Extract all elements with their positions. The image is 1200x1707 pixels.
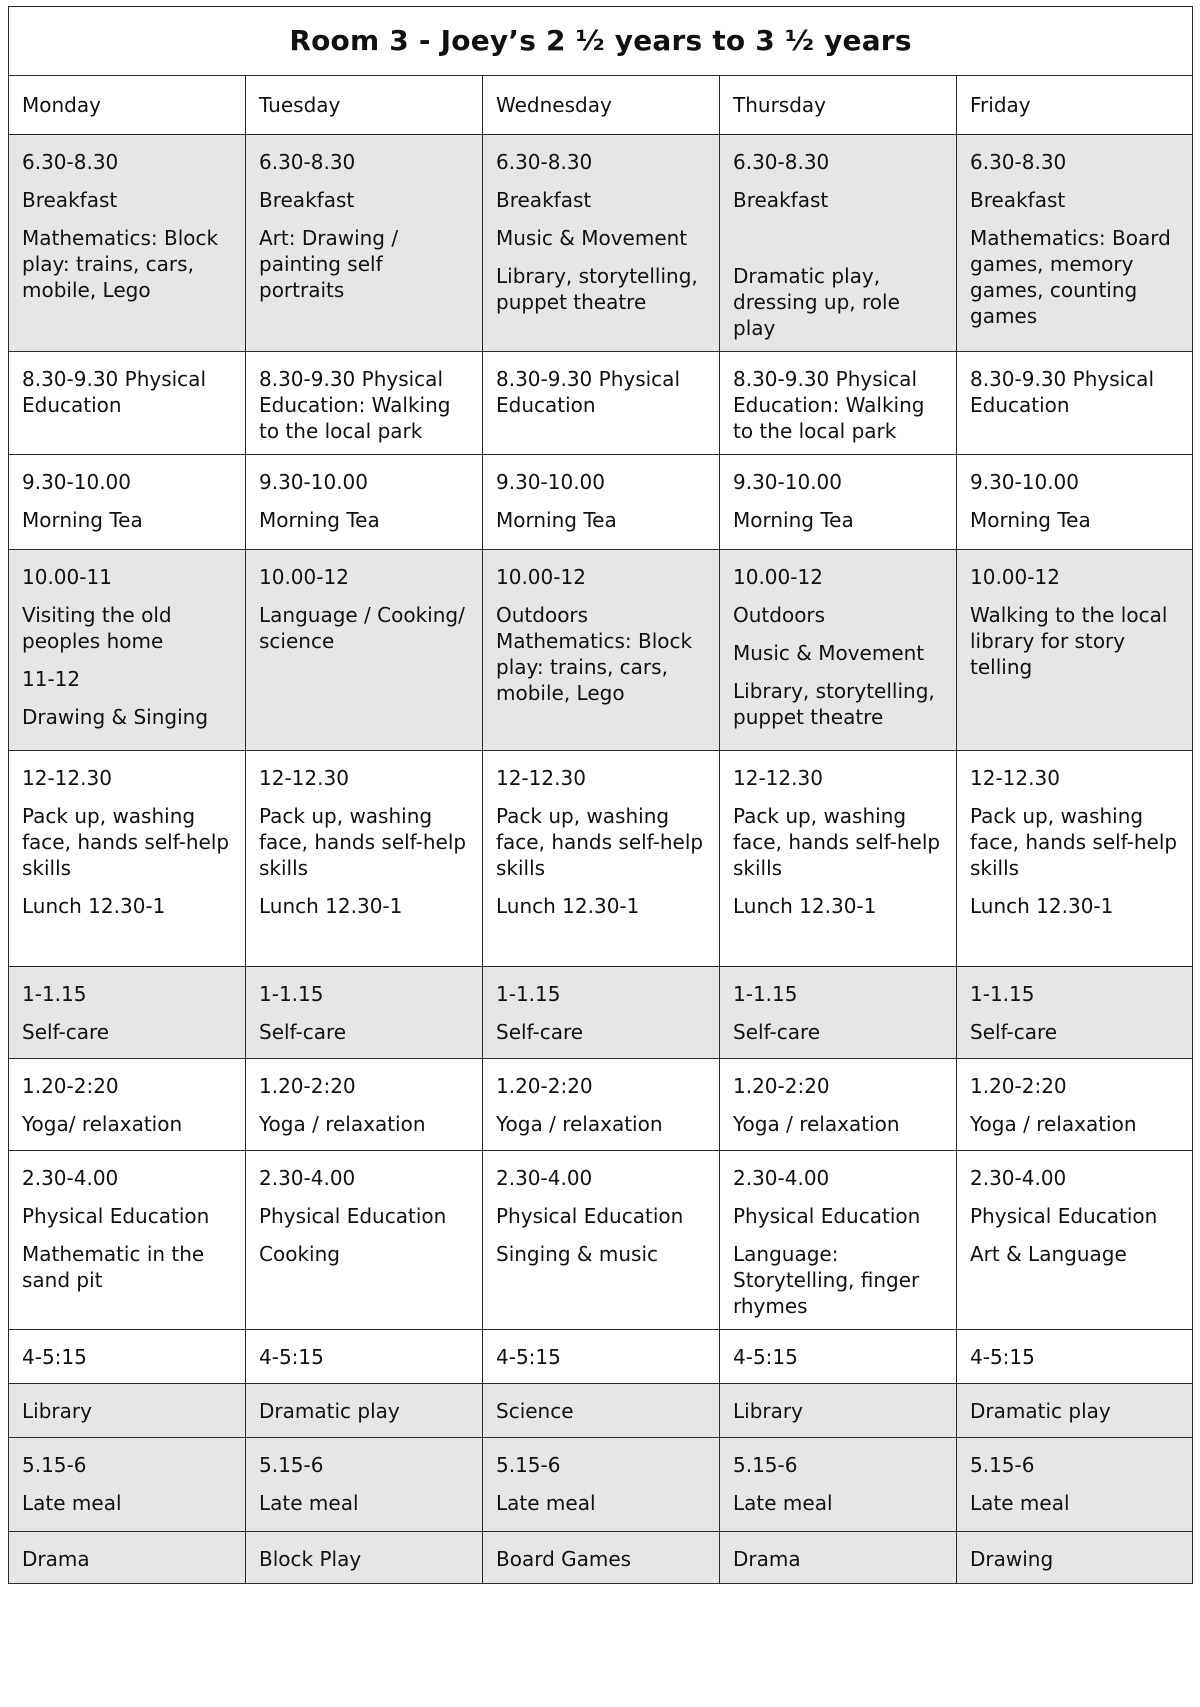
cell-line-time-or-activity: 12-12.30 [259, 766, 349, 790]
row-mid-morning [9, 550, 1193, 751]
cell-line-time-or-activity: 2.30-4.00 [733, 1166, 830, 1190]
cell-thursday [720, 1151, 957, 1330]
cell-line-activity: Yoga/ relaxation [22, 1112, 183, 1136]
cell-friday [957, 455, 1193, 550]
cell-line-activity: Breakfast [496, 188, 592, 212]
cell-line-activity: Lunch 12.30-1 [733, 894, 877, 918]
row-yoga [9, 1059, 1193, 1151]
cell-line-time-or-activity: 9.30-10.00 [970, 470, 1080, 494]
cell-friday [957, 1532, 1193, 1584]
cell-wednesday [483, 1384, 720, 1438]
cell-line-activity: Late meal [733, 1491, 833, 1515]
cell-line-activity: Pack up, washing face, hands self-help skills [733, 804, 941, 880]
day-header-monday: Monday [9, 76, 246, 135]
cell-line-time-or-activity: 9.30-10.00 [259, 470, 369, 494]
cell-thursday [720, 455, 957, 550]
cell-line-time-or-activity: 10.00-12 [496, 565, 586, 589]
cell-line-activity: Physical Education [496, 1204, 684, 1228]
row-evening-activity [9, 1532, 1193, 1584]
cell-line-activity: Physical Education [22, 1204, 210, 1228]
cell-monday [9, 352, 246, 455]
cell-line-time-or-activity: 2.30-4.00 [970, 1166, 1067, 1190]
cell-line-activity: Music & Movement [733, 641, 925, 665]
schedule-title: Room 3 - Joey’s 2 ½ years to 3 ½ years [9, 7, 1193, 76]
cell-friday [957, 1059, 1193, 1151]
cell-line-time-or-activity: 5.15-6 [22, 1453, 87, 1477]
cell-friday [957, 1438, 1193, 1532]
cell-line-time-or-activity: 10.00-12 [259, 565, 349, 589]
cell-wednesday [483, 1330, 720, 1384]
cell-wednesday [483, 550, 720, 751]
cell-line-activity: Morning Tea [733, 508, 854, 532]
cell-line-time-or-activity: 1-1.15 [259, 982, 324, 1006]
cell-friday [957, 1384, 1193, 1438]
cell-line-activity: Self-care [970, 1020, 1058, 1044]
cell-line-time-or-activity: 1-1.15 [733, 982, 798, 1006]
day-header-wednesday: Wednesday [483, 76, 720, 135]
cell-line-activity: Drawing & Singing [22, 705, 209, 729]
cell-tuesday [246, 751, 483, 967]
cell-monday [9, 550, 246, 751]
cell-line-time-or-activity: 9.30-10.00 [22, 470, 132, 494]
cell-line-activity: Mathematics: Block play: trains, cars, mobile, Lego [22, 226, 219, 302]
cell-friday [957, 1330, 1193, 1384]
cell-line-time-or-activity: 2.30-4.00 [259, 1166, 356, 1190]
cell-line-time-or-activity: 9.30-10.00 [733, 470, 843, 494]
cell-friday [957, 550, 1193, 751]
cell-line-activity: Cooking [259, 1242, 340, 1266]
cell-line-time-or-activity: 6.30-8.30 [970, 150, 1067, 174]
cell-line-time-or-activity: 8.30-9.30 Physical Education [496, 367, 680, 417]
cell-line-time-or-activity: 12-12.30 [496, 766, 586, 790]
cell-line-time-or-activity: 6.30-8.30 [259, 150, 356, 174]
cell-line-activity: Pack up, washing face, hands self-help skills [970, 804, 1178, 880]
cell-line-time-or-activity: Block Play [259, 1547, 362, 1571]
cell-line-time-or-activity: 2.30-4.00 [22, 1166, 119, 1190]
cell-line-time-or-activity: 1-1.15 [22, 982, 87, 1006]
cell-line-time-or-activity: 1.20-2:20 [22, 1074, 119, 1098]
cell-line-activity: Self-care [733, 1020, 821, 1044]
cell-line-time-or-activity: 4-5:15 [496, 1345, 561, 1369]
blank-line [733, 225, 946, 251]
cell-line-time-or-activity: Library [22, 1399, 92, 1423]
cell-line-activity: Morning Tea [22, 508, 143, 532]
cell-line-activity: Lunch 12.30-1 [22, 894, 166, 918]
cell-line-time-or-activity: 12-12.30 [733, 766, 823, 790]
cell-tuesday [246, 1384, 483, 1438]
cell-line-activity: Morning Tea [496, 508, 617, 532]
cell-line-activity: Library, storytelling, puppet theatre [733, 679, 935, 729]
cell-line-time-or-activity: 1-1.15 [496, 982, 561, 1006]
row-morning-tea [9, 455, 1193, 550]
cell-line-time-or-activity: 10.00-12 [733, 565, 823, 589]
cell-monday [9, 455, 246, 550]
cell-line-activity: Library, storytelling, puppet theatre [496, 264, 698, 314]
cell-line-time-or-activity: 8.30-9.30 Physical Education: Walking to the local park [733, 367, 925, 443]
cell-thursday [720, 1059, 957, 1151]
cell-wednesday [483, 1438, 720, 1532]
cell-wednesday [483, 135, 720, 352]
cell-line-activity: Yoga / relaxation [970, 1112, 1137, 1136]
cell-line-activity: Walking to the local library for story telling [970, 603, 1168, 679]
cell-friday [957, 1151, 1193, 1330]
cell-line-time-or-activity: 10.00-11 [22, 565, 112, 589]
cell-monday [9, 1384, 246, 1438]
cell-tuesday [246, 135, 483, 352]
cell-line-time-or-activity: 5.15-6 [733, 1453, 798, 1477]
cell-wednesday [483, 751, 720, 967]
cell-line-time-or-activity: 4-5:15 [259, 1345, 324, 1369]
cell-line-activity: Language / Cooking/ science [259, 603, 465, 653]
cell-line-time-or-activity: Board Games [496, 1547, 632, 1571]
cell-line-activity: Lunch 12.30-1 [970, 894, 1114, 918]
cell-tuesday [246, 1059, 483, 1151]
title-row [9, 7, 1193, 76]
cell-monday [9, 751, 246, 967]
cell-line-time-or-activity: 8.30-9.30 Physical Education: Walking to the local park [259, 367, 451, 443]
cell-line-activity: Physical Education [970, 1204, 1158, 1228]
cell-line-activity: Pack up, washing face, hands self-help skills [22, 804, 230, 880]
cell-line-activity: Yoga / relaxation [733, 1112, 900, 1136]
cell-line-time-or-activity: 8.30-9.30 Physical Education [970, 367, 1154, 417]
cell-line-activity: Lunch 12.30-1 [259, 894, 403, 918]
cell-wednesday [483, 1532, 720, 1584]
cell-wednesday [483, 455, 720, 550]
day-header-tuesday: Tuesday [246, 76, 483, 135]
cell-line-time-or-activity: Drama [733, 1547, 801, 1571]
cell-line-activity: Outdoors Mathematics: Block play: trains, cars, mobile, Lego [496, 603, 693, 705]
cell-line-activity: Mathematic in the sand pit [22, 1242, 205, 1292]
cell-monday [9, 1330, 246, 1384]
cell-line-time-or-activity: 4-5:15 [733, 1345, 798, 1369]
cell-thursday [720, 1438, 957, 1532]
row-early-breakfast [9, 135, 1193, 352]
cell-line-activity: Breakfast [22, 188, 118, 212]
cell-line-time-or-activity: 1.20-2:20 [496, 1074, 593, 1098]
row-afternoon [9, 1151, 1193, 1330]
day-header-row [9, 76, 1193, 135]
cell-line-time-or-activity: 4-5:15 [970, 1345, 1035, 1369]
cell-tuesday [246, 967, 483, 1059]
cell-friday [957, 751, 1193, 967]
cell-friday [957, 135, 1193, 352]
cell-line-activity: Physical Education [259, 1204, 447, 1228]
cell-line-time-or-activity: 1.20-2:20 [259, 1074, 356, 1098]
cell-line-activity: Visiting the old peoples home [22, 603, 172, 653]
cell-line-activity: Morning Tea [970, 508, 1091, 532]
cell-monday [9, 1438, 246, 1532]
cell-tuesday [246, 1151, 483, 1330]
cell-monday [9, 135, 246, 352]
cell-line-activity: Self-care [259, 1020, 347, 1044]
cell-line-time-or-activity: 6.30-8.30 [496, 150, 593, 174]
cell-line-activity: Late meal [259, 1491, 359, 1515]
cell-line-activity: Breakfast [259, 188, 355, 212]
cell-line-activity: Outdoors [733, 603, 826, 627]
cell-line-time-or-activity: 4-5:15 [22, 1345, 87, 1369]
row-late-meal [9, 1438, 1193, 1532]
cell-line-activity: Art: Drawing / painting self portraits [259, 226, 399, 302]
cell-thursday [720, 751, 957, 967]
cell-thursday [720, 1330, 957, 1384]
cell-line-time-or-activity: 1.20-2:20 [970, 1074, 1067, 1098]
cell-line-activity: Late meal [970, 1491, 1070, 1515]
cell-line-time-or-activity: 5.15-6 [259, 1453, 324, 1477]
cell-tuesday [246, 1532, 483, 1584]
cell-thursday [720, 550, 957, 751]
cell-wednesday [483, 1151, 720, 1330]
cell-line-time-or-activity: 5.15-6 [970, 1453, 1035, 1477]
row-lunch [9, 751, 1193, 967]
cell-line-activity: Language: Storytelling, finger rhymes [733, 1242, 920, 1318]
cell-line-activity: Dramatic play, dressing up, role play [733, 264, 900, 340]
cell-line-time-or-activity: 9.30-10.00 [496, 470, 606, 494]
cell-line-time-or-activity: 6.30-8.30 [22, 150, 119, 174]
cell-friday [957, 352, 1193, 455]
day-header-friday: Friday [957, 76, 1193, 135]
cell-tuesday [246, 1438, 483, 1532]
row-late-afternoon-activity [9, 1384, 1193, 1438]
cell-tuesday [246, 550, 483, 751]
cell-wednesday [483, 967, 720, 1059]
cell-line-activity: Late meal [22, 1491, 122, 1515]
cell-line-time-or-activity: Drawing [970, 1547, 1054, 1571]
cell-thursday [720, 1384, 957, 1438]
cell-line-activity: Physical Education [733, 1204, 921, 1228]
cell-line-activity: Pack up, washing face, hands self-help skills [259, 804, 467, 880]
cell-tuesday [246, 455, 483, 550]
cell-line-time-or-activity: Dramatic play [970, 1399, 1111, 1423]
cell-wednesday [483, 352, 720, 455]
cell-line-time-or-activity: Library [733, 1399, 803, 1423]
day-header-thursday: Thursday [720, 76, 957, 135]
cell-line-time-or-activity: 10.00-12 [970, 565, 1060, 589]
cell-line-activity: Breakfast [970, 188, 1066, 212]
cell-line-activity: Singing & music [496, 1242, 658, 1266]
cell-line-time-or-activity: 8.30-9.30 Physical Education [22, 367, 206, 417]
row-physical-education-morning [9, 352, 1193, 455]
row-late-afternoon-time [9, 1330, 1193, 1384]
cell-thursday [720, 135, 957, 352]
cell-tuesday [246, 352, 483, 455]
cell-line-time-or-activity: 1-1.15 [970, 982, 1035, 1006]
cell-line-time-or-activity: 12-12.30 [970, 766, 1060, 790]
cell-line-time-or-activity: 5.15-6 [496, 1453, 561, 1477]
cell-friday [957, 967, 1193, 1059]
row-self-care [9, 967, 1193, 1059]
cell-line-time-or-activity: 1.20-2:20 [733, 1074, 830, 1098]
cell-line-time-or-activity: Drama [22, 1547, 90, 1571]
cell-line-activity: Late meal [496, 1491, 596, 1515]
cell-line-activity: Pack up, washing face, hands self-help skills [496, 804, 704, 880]
schedule-table [8, 6, 1193, 1584]
cell-line-activity: Yoga / relaxation [259, 1112, 426, 1136]
cell-line-activity: Art & Language [970, 1242, 1127, 1266]
cell-line-activity: Self-care [22, 1020, 110, 1044]
cell-line-activity: Breakfast [733, 188, 829, 212]
cell-line-time-or-activity: Science [496, 1399, 574, 1423]
cell-tuesday [246, 1330, 483, 1384]
cell-monday [9, 1532, 246, 1584]
cell-wednesday [483, 1059, 720, 1151]
cell-monday [9, 1151, 246, 1330]
cell-line-activity: 11-12 [22, 667, 81, 691]
cell-line-time-or-activity: Dramatic play [259, 1399, 400, 1423]
cell-line-time-or-activity: 2.30-4.00 [496, 1166, 593, 1190]
cell-line-activity: Morning Tea [259, 508, 380, 532]
cell-line-activity: Self-care [496, 1020, 584, 1044]
cell-thursday [720, 1532, 957, 1584]
cell-line-time-or-activity: 6.30-8.30 [733, 150, 830, 174]
schedule-sheet [8, 6, 1192, 1584]
cell-thursday [720, 352, 957, 455]
cell-thursday [720, 967, 957, 1059]
cell-line-activity: Mathematics: Board games, memory games, counting games [970, 226, 1171, 328]
cell-monday [9, 967, 246, 1059]
cell-line-activity: Lunch 12.30-1 [496, 894, 640, 918]
cell-line-activity: Music & Movement [496, 226, 688, 250]
cell-line-activity: Yoga / relaxation [496, 1112, 663, 1136]
cell-line-time-or-activity: 12-12.30 [22, 766, 112, 790]
cell-monday [9, 1059, 246, 1151]
